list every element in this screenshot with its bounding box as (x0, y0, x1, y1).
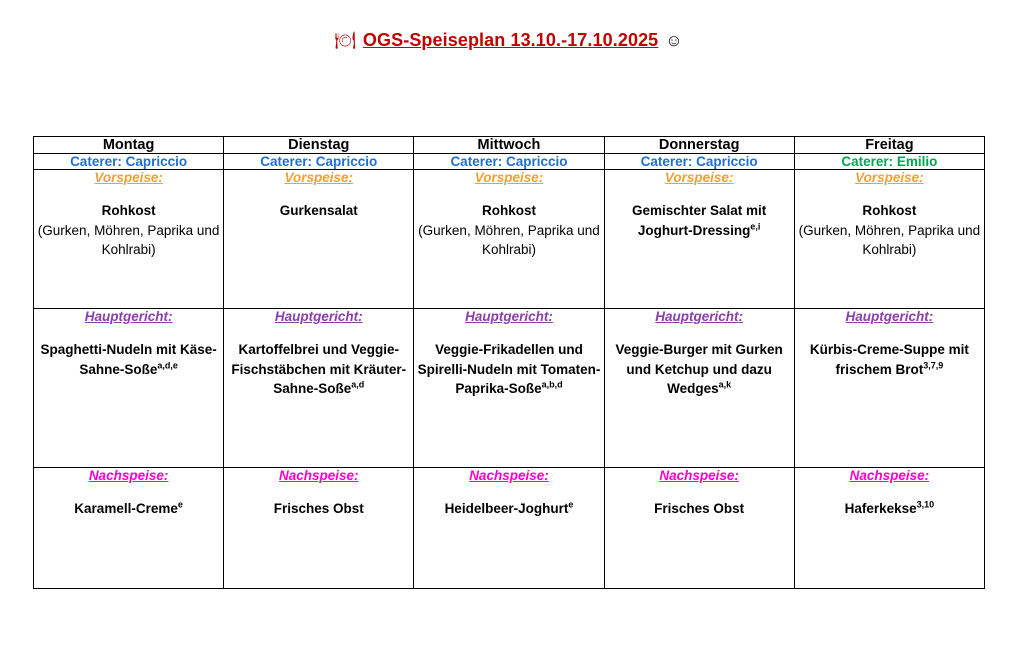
vorspeise-label: Vorspeise: (94, 170, 163, 185)
allergen-sup: e (177, 499, 183, 510)
hauptgericht-dish-text: Spaghetti-Nudeln mit Käse-Sahne-Soße (40, 342, 217, 377)
allergen-sup: a,d (351, 379, 365, 390)
hauptgericht-donnerstag (604, 309, 794, 468)
caterer-montag: Caterer: Capriccio (34, 154, 224, 170)
hauptgericht-dish-text: Kürbis-Creme-Suppe mit frischem Brot (809, 342, 969, 377)
vorspeise-dish-sub: (Gurken, Möhren, Paprika und Kohlrabi) (798, 222, 981, 258)
day-header-montag: Montag (34, 137, 224, 154)
vorspeise-dish-sub: (Gurken, Möhren, Paprika und Kohlrabi) (37, 222, 220, 258)
vorspeise-label: Vorspeise: (284, 170, 354, 185)
table-row-vorspeise (34, 170, 985, 309)
allergen-sup: e (568, 499, 574, 510)
day-header-donnerstag: Donnerstag (604, 137, 794, 154)
vorspeise-label: Vorspeise: (664, 170, 734, 185)
nachspeise-label: Nachspeise: (849, 468, 930, 483)
vorspeise-montag (34, 170, 224, 309)
vorspeise-label: Vorspeise: (855, 170, 924, 185)
nachspeise-dish-text: Karamell-Creme (74, 501, 178, 516)
hauptgericht-label: Hauptgericht: (655, 309, 744, 324)
hauptgericht-dish (224, 340, 413, 399)
table-row-caterers (34, 154, 985, 170)
hauptgericht-dish-text: Veggie-Frikadellen und Spirelli-Nudeln mit Tomaten-Paprika-Soße (417, 342, 601, 397)
nachspeise-dish-text: Haferkekse (844, 501, 917, 516)
nachspeise-label: Nachspeise: (659, 468, 739, 483)
hauptgericht-dish-text: Veggie-Burger mit Gurken und Ketchup und dazu Wedges (615, 342, 783, 397)
nachspeise-dish (34, 499, 223, 519)
vorspeise-dish-main: Rohkost (101, 203, 156, 218)
nachspeise-dish-text: Heidelbeer-Joghurt (444, 501, 569, 516)
day-header-mittwoch: Mittwoch (414, 137, 604, 154)
nachspeise-mittwoch (414, 468, 604, 589)
hauptgericht-dienstag (224, 309, 414, 468)
vorspeise-label: Vorspeise: (474, 170, 544, 185)
vorspeise-dish-main: Gurkensalat (279, 203, 358, 218)
nachspeise-dish (414, 499, 603, 519)
allergen-sup: 3,10 (916, 499, 935, 510)
vorspeise-donnerstag (604, 170, 794, 309)
nachspeise-freitag (794, 468, 984, 589)
vorspeise-dish-main: Rohkost (862, 203, 917, 218)
vorspeise-dish (34, 201, 223, 260)
nachspeise-label: Nachspeise: (469, 468, 549, 483)
vorspeise-dish (414, 201, 603, 260)
nachspeise-montag (34, 468, 224, 589)
vorspeise-dish (224, 201, 413, 221)
hauptgericht-dish (34, 340, 223, 379)
caterer-dienstag: Caterer: Capriccio (224, 154, 414, 170)
hauptgericht-dish-text: Kartoffelbrei und Veggie-Fischstäbchen mit Kräuter-Sahne-Soße (231, 342, 407, 397)
vorspeise-dish-main: Rohkost (481, 203, 536, 218)
caterer-freitag: Caterer: Emilio (794, 154, 984, 170)
table-row-hauptgericht (34, 309, 985, 468)
caterer-donnerstag: Caterer: Capriccio (604, 154, 794, 170)
nachspeise-dish (224, 499, 413, 519)
allergen-sup: a,d,e (157, 360, 178, 371)
hauptgericht-montag (34, 309, 224, 468)
nachspeise-dish-text: Frisches Obst (654, 501, 745, 516)
vorspeise-dish-sub: (Gurken, Möhren, Paprika und Kohlrabi) (418, 222, 600, 258)
page-title (0, 30, 1017, 51)
day-header-dienstag: Dienstag (224, 137, 414, 154)
hauptgericht-freitag (794, 309, 984, 468)
hauptgericht-label: Hauptgericht: (845, 309, 934, 324)
vorspeise-dish (605, 201, 794, 240)
vorspeise-dish (795, 201, 984, 260)
day-header-freitag: Freitag (794, 137, 984, 154)
nachspeise-donnerstag (604, 468, 794, 589)
nachspeise-dienstag (224, 468, 414, 589)
hauptgericht-label: Hauptgericht: (274, 309, 363, 324)
nachspeise-label: Nachspeise: (279, 468, 359, 483)
speiseplan-page (0, 30, 1017, 650)
caterer-mittwoch: Caterer: Capriccio (414, 154, 604, 170)
hauptgericht-dish (414, 340, 603, 399)
plate-cutlery-icon: 🍽 (334, 31, 356, 50)
vorspeise-freitag (794, 170, 984, 309)
nachspeise-dish (605, 499, 794, 519)
allergen-sup: e,i (750, 221, 761, 232)
table-row-days (34, 137, 985, 154)
hauptgericht-label: Hauptgericht: (84, 309, 173, 324)
page-title-text: OGS-Speiseplan 13.10.-17.10.2025 (362, 30, 659, 50)
menu-table (33, 136, 985, 589)
vorspeise-dish-main: Gemischter Salat mit Joghurt-Dressing (632, 203, 767, 238)
smiley-icon: ☺ (665, 31, 683, 50)
nachspeise-label: Nachspeise: (88, 468, 169, 483)
allergen-sup: a,b,d (541, 379, 563, 390)
table-row-nachspeise (34, 468, 985, 589)
hauptgericht-dish (605, 340, 794, 399)
allergen-sup: a,k (718, 379, 732, 390)
hauptgericht-dish (795, 340, 984, 379)
allergen-sup: 3,7,9 (923, 360, 944, 371)
vorspeise-mittwoch (414, 170, 604, 309)
vorspeise-dienstag (224, 170, 414, 309)
nachspeise-dish (795, 499, 984, 519)
hauptgericht-mittwoch (414, 309, 604, 468)
hauptgericht-label: Hauptgericht: (465, 309, 553, 324)
nachspeise-dish-text: Frisches Obst (273, 501, 364, 516)
